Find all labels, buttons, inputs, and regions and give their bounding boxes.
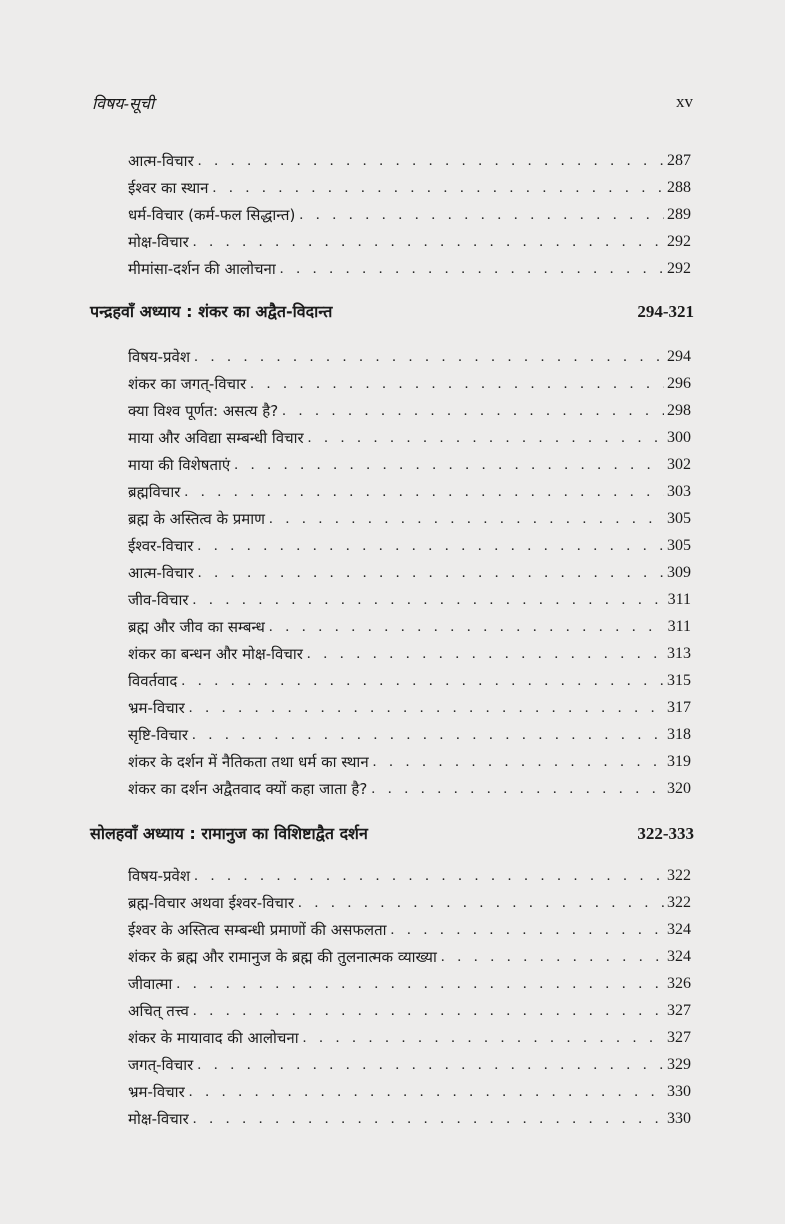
toc-entry-title: मीमांसा-दर्शन की आलोचना: [128, 260, 276, 278]
toc-entry: [128, 173, 691, 199]
toc-entry-page: 330: [667, 1083, 691, 1100]
chapter-page-range: 322-333: [637, 824, 694, 843]
dot-leader: [298, 892, 664, 914]
running-head: [92, 92, 693, 116]
toc-entry: [128, 996, 691, 1022]
toc-entry: [128, 558, 691, 584]
toc-entry: [128, 1104, 691, 1130]
chapter-heading-15: [90, 294, 694, 322]
toc-entry-title: आत्म-विचार: [128, 152, 194, 170]
toc-entry-title: ईश्वर का स्थान: [128, 179, 209, 197]
toc-entry-page: 305: [667, 510, 691, 527]
toc-entry-page: 324: [667, 948, 691, 965]
dot-leader: [234, 454, 664, 476]
toc-entry-title: ब्रह्म और जीव का सम्बन्ध: [128, 618, 265, 636]
toc-entry: [128, 1050, 691, 1076]
dot-leader: [198, 562, 664, 584]
dot-leader: [280, 258, 664, 280]
toc-entry-title: शंकर का बन्धन और मोक्ष-विचार: [128, 645, 303, 663]
toc-entry: [128, 423, 691, 449]
dot-leader: [193, 231, 664, 253]
toc-entry-title: अचित् तत्त्व: [128, 1002, 189, 1020]
toc-entry: [128, 396, 691, 422]
toc-entry-title: जीवात्मा: [128, 975, 173, 993]
dot-leader: [193, 1108, 664, 1130]
chapter-title: सोलहवाँ अध्याय : रामानुज का विशिष्टाद्वैत दर्शन: [90, 824, 368, 843]
dot-leader: [189, 697, 664, 719]
toc-entry-page: 329: [667, 1056, 691, 1073]
toc-entry-title: आत्म-विचार: [128, 564, 194, 582]
dot-leader: [193, 1000, 664, 1022]
toc-entry-title: क्या विश्व पूर्णत: असत्य है?: [128, 402, 279, 420]
dot-leader: [193, 589, 665, 611]
running-head-page-number: xv: [676, 92, 693, 111]
dot-leader: [213, 177, 665, 199]
toc-entry: [128, 747, 691, 773]
toc-entry: [128, 942, 691, 968]
toc-entry: [128, 200, 691, 226]
toc-entry-page: 318: [667, 726, 691, 743]
toc-entry-title: सृष्टि-विचार: [128, 726, 188, 744]
dot-leader: [194, 865, 664, 887]
toc-entry-page: 327: [667, 1029, 691, 1046]
dot-leader: [197, 535, 664, 557]
toc-entry-page: 330: [667, 1110, 691, 1127]
toc-entry: [128, 720, 691, 746]
toc-entry-title: विषय-प्रवेश: [128, 348, 191, 366]
toc-entry-page: 326: [667, 975, 691, 992]
toc-entry-title: शंकर का जगत्-विचार: [128, 375, 247, 393]
toc-entry-page: 292: [667, 260, 691, 277]
toc-entry-page: 317: [667, 699, 691, 716]
dot-leader: [176, 973, 664, 995]
toc-entry-page: 322: [667, 867, 691, 884]
toc-entry-title: शंकर के दर्शन में नैतिकता तथा धर्म का स्थान: [128, 753, 369, 771]
chapter-page-range: 294-321: [637, 302, 694, 321]
toc-entry: [128, 477, 691, 503]
toc-entry-page: 296: [667, 375, 691, 392]
dot-leader: [192, 724, 664, 746]
dot-leader: [307, 643, 664, 665]
toc-entry-page: 313: [667, 645, 691, 662]
toc-entry-title: ईश्वर के अस्तित्व सम्बन्धी प्रमाणों की असफलता: [128, 921, 387, 939]
toc-entry-title: शंकर के ब्रह्म और रामानुज के ब्रह्म की तुलनात्मक व्याख्या: [128, 948, 437, 966]
toc-entry-title: ईश्वर-विचार: [128, 537, 194, 555]
toc-entry-title: विषय-प्रवेश: [128, 867, 191, 885]
dot-leader: [371, 778, 664, 800]
dot-leader: [391, 919, 664, 941]
toc-entry-page: 300: [667, 429, 691, 446]
dot-leader: [299, 204, 664, 226]
toc-entry-title: ब्रह्मविचार: [128, 483, 181, 501]
toc-entry: [128, 227, 691, 253]
toc-entry: [128, 969, 691, 995]
toc-entry-page: 311: [667, 591, 691, 608]
toc-entry-page: 303: [667, 483, 691, 500]
toc-entry-page: 324: [667, 921, 691, 938]
chapter-title: पन्द्रहवाँ अध्याय : शंकर का अद्वैत-विदान्त: [90, 302, 333, 321]
toc-entry-title: माया और अविद्या सम्बन्धी विचार: [128, 429, 304, 447]
dot-leader: [441, 946, 664, 968]
toc-entry-page: 315: [667, 672, 691, 689]
toc-entry-page: 309: [667, 564, 691, 581]
dot-leader: [198, 150, 664, 172]
dot-leader: [189, 1081, 664, 1103]
toc-entry-title: मोक्ष-विचार: [128, 233, 189, 251]
dot-leader: [282, 400, 664, 422]
chapter-heading-16: [90, 816, 694, 844]
toc-entry-page: 319: [667, 753, 691, 770]
toc-entry: [128, 861, 691, 887]
toc-entry-page: 298: [667, 402, 691, 419]
toc-entry-page: 322: [667, 894, 691, 911]
toc-entry-page: 320: [667, 780, 691, 797]
toc-entry: [128, 342, 691, 368]
toc-entry: [128, 612, 691, 638]
toc-entry: [128, 774, 691, 800]
toc-entry: [128, 254, 691, 280]
dot-leader: [184, 481, 664, 503]
running-head-title: विषय-सूची: [92, 94, 155, 113]
toc-entry-title: भ्रम-विचार: [128, 699, 185, 717]
toc-entry: [128, 146, 691, 172]
dot-leader: [373, 751, 664, 773]
toc-entry-title: मोक्ष-विचार: [128, 1110, 189, 1128]
toc-entry: [128, 693, 691, 719]
toc-entry-title: विवर्तवाद: [128, 672, 178, 690]
toc-entry: [128, 504, 691, 530]
toc-entry-page: 287: [667, 152, 691, 169]
dot-leader: [269, 616, 665, 638]
toc-entry-page: 311: [667, 618, 691, 635]
toc-entry-title: धर्म-विचार (कर्म-फल सिद्धान्त): [128, 206, 296, 224]
toc-entry-title: ब्रह्म-विचार अथवा ईश्वर-विचार: [128, 894, 294, 912]
toc-entry-page: 305: [667, 537, 691, 554]
toc-entry: [128, 1077, 691, 1103]
toc-entry: [128, 639, 691, 665]
dot-leader: [303, 1027, 664, 1049]
toc-entry-title: जीव-विचार: [128, 591, 189, 609]
toc-entry: [128, 888, 691, 914]
toc-entry: [128, 531, 691, 557]
toc-entry: [128, 450, 691, 476]
toc-entry: [128, 585, 691, 611]
toc-entry-title: जगत्-विचार: [128, 1056, 194, 1074]
toc-entry-title: माया की विशेषताएं: [128, 456, 231, 474]
dot-leader: [250, 373, 664, 395]
toc-entry-title: ब्रह्म के अस्तित्व के प्रमाण: [128, 510, 265, 528]
toc-entry-page: 289: [667, 206, 691, 223]
toc-entry: [128, 1023, 691, 1049]
toc-entry: [128, 915, 691, 941]
toc-entry-page: 302: [667, 456, 691, 473]
toc-entry-title: शंकर का दर्शन अद्वैतवाद क्यों कहा जाता है?: [128, 780, 368, 798]
toc-entry-page: 294: [667, 348, 691, 365]
dot-leader: [269, 508, 664, 530]
toc-entry: [128, 369, 691, 395]
toc-entry-page: 327: [667, 1002, 691, 1019]
toc-entry-page: 288: [667, 179, 691, 196]
toc-entry-title: भ्रम-विचार: [128, 1083, 185, 1101]
toc-entry: [128, 666, 691, 692]
dot-leader: [181, 670, 664, 692]
dot-leader: [194, 346, 664, 368]
dot-leader: [197, 1054, 664, 1076]
toc-entry-title: शंकर के मायावाद की आलोचना: [128, 1029, 299, 1047]
toc-entry-page: 292: [667, 233, 691, 250]
dot-leader: [308, 427, 664, 449]
